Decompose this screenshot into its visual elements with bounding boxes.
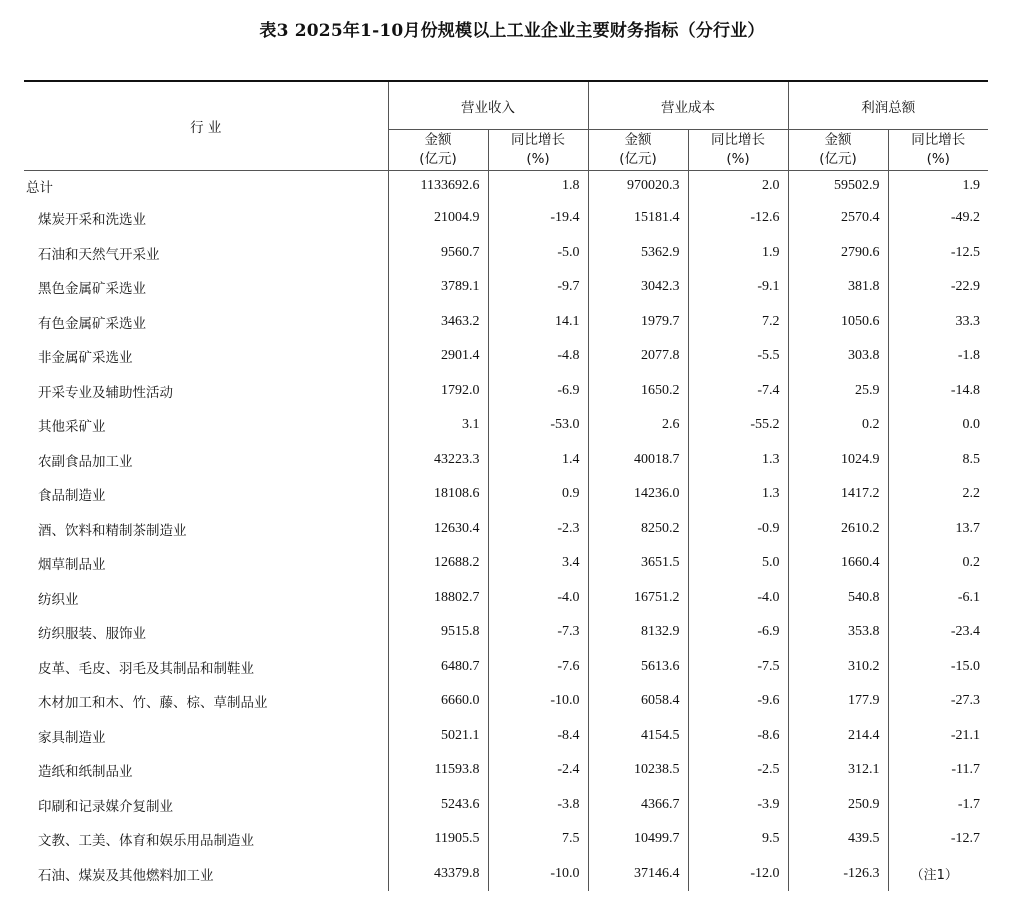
revenue-growth-cell: 7.5 xyxy=(488,822,588,857)
revenue-growth-cell: -5.0 xyxy=(488,236,588,271)
industry-name: 开采专业及辅助性活动 xyxy=(38,384,173,401)
amount-header xyxy=(788,130,888,171)
profit-growth-cell: -1.8 xyxy=(888,339,988,374)
cost-amount-cell: 10238.5 xyxy=(588,753,688,788)
revenue-growth-cell: -6.9 xyxy=(488,374,588,409)
profit-amount-cell: 540.8 xyxy=(788,581,888,616)
table-row xyxy=(24,753,988,788)
cost-amount-cell: 4366.7 xyxy=(588,788,688,823)
table-row xyxy=(24,650,988,685)
cost-growth-cell: 1.3 xyxy=(688,477,788,512)
revenue-amount-cell: 21004.9 xyxy=(388,201,488,236)
revenue-growth-cell: -3.8 xyxy=(488,788,588,823)
profit-header: 利润总额 xyxy=(788,81,988,130)
industry-name: 纺织服装、服饰业 xyxy=(38,626,146,643)
cost-amount-cell: 1650.2 xyxy=(588,374,688,409)
revenue-growth-cell: -53.0 xyxy=(488,408,588,443)
industry-header: 行 业 xyxy=(24,81,388,171)
industry-name: 非金属矿采选业 xyxy=(38,350,133,367)
industry-name: 酒、饮料和精制茶制造业 xyxy=(38,522,187,539)
table-row xyxy=(24,408,988,443)
revenue-amount-cell: 12688.2 xyxy=(388,546,488,581)
table-row xyxy=(24,236,988,271)
table-row xyxy=(24,684,988,719)
cost-amount-cell: 40018.7 xyxy=(588,443,688,478)
industry-name: 总计 xyxy=(26,180,53,196)
cost-amount-cell: 970020.3 xyxy=(588,171,688,202)
profit-amount-cell: 1050.6 xyxy=(788,305,888,340)
industry-name: 农副食品加工业 xyxy=(38,453,133,470)
profit-growth-cell: （注1） xyxy=(888,857,988,892)
profit-amount-cell: 177.9 xyxy=(788,684,888,719)
revenue-amount-cell: 43379.8 xyxy=(388,857,488,892)
revenue-growth-cell: 1.4 xyxy=(488,443,588,478)
profit-growth-cell: -14.8 xyxy=(888,374,988,409)
table-row xyxy=(24,201,988,236)
cost-growth-cell: 2.0 xyxy=(688,171,788,202)
revenue-amount-cell: 9560.7 xyxy=(388,236,488,271)
table-row xyxy=(24,581,988,616)
revenue-amount-cell: 9515.8 xyxy=(388,615,488,650)
revenue-growth-cell: -7.6 xyxy=(488,650,588,685)
table-row xyxy=(24,512,988,547)
industry-name: 纺织业 xyxy=(38,591,79,608)
profit-amount-cell: -126.3 xyxy=(788,857,888,892)
profit-growth-cell: 8.5 xyxy=(888,443,988,478)
cost-growth-cell: -6.9 xyxy=(688,615,788,650)
profit-amount-cell: 310.2 xyxy=(788,650,888,685)
profit-amount-cell: 250.9 xyxy=(788,788,888,823)
table-row xyxy=(24,270,988,305)
profit-amount-cell: 1417.2 xyxy=(788,477,888,512)
profit-amount-cell: 353.8 xyxy=(788,615,888,650)
revenue-amount-cell: 5021.1 xyxy=(388,719,488,754)
table-row xyxy=(24,857,988,892)
cost-growth-cell: -2.5 xyxy=(688,753,788,788)
cost-growth-cell: -7.5 xyxy=(688,650,788,685)
revenue-amount-cell: 3463.2 xyxy=(388,305,488,340)
industry-name: 有色金属矿采选业 xyxy=(38,315,146,332)
cost-growth-cell: -9.6 xyxy=(688,684,788,719)
industry-name: 文教、工美、体育和娱乐用品制造业 xyxy=(38,833,254,850)
profit-amount-cell: 303.8 xyxy=(788,339,888,374)
cost-growth-cell: 9.5 xyxy=(688,822,788,857)
revenue-amount-cell: 18802.7 xyxy=(388,581,488,616)
revenue-amount-cell: 12630.4 xyxy=(388,512,488,547)
revenue-amount-cell: 6660.0 xyxy=(388,684,488,719)
profit-growth-cell: -11.7 xyxy=(888,753,988,788)
profit-growth-cell: 33.3 xyxy=(888,305,988,340)
cost-amount-cell: 8250.2 xyxy=(588,512,688,547)
profit-growth-cell: -27.3 xyxy=(888,684,988,719)
profit-growth-cell: 1.9 xyxy=(888,171,988,202)
cost-growth-cell: -0.9 xyxy=(688,512,788,547)
cost-header: 营业成本 xyxy=(588,81,788,130)
revenue-growth-cell: -7.3 xyxy=(488,615,588,650)
amount-header-unit: (亿元) xyxy=(819,151,857,167)
growth-header xyxy=(688,130,788,171)
industry-name: 石油和天然气开采业 xyxy=(38,246,160,263)
revenue-growth-cell: 1.8 xyxy=(488,171,588,202)
amount-header xyxy=(588,130,688,171)
table-row xyxy=(24,339,988,374)
profit-amount-cell: 312.1 xyxy=(788,753,888,788)
revenue-amount-cell: 43223.3 xyxy=(388,443,488,478)
profit-amount-cell: 2790.6 xyxy=(788,236,888,271)
revenue-growth-cell: -10.0 xyxy=(488,857,588,892)
table-row xyxy=(24,788,988,823)
revenue-growth-cell: -2.4 xyxy=(488,753,588,788)
growth-header-label: 同比增长 xyxy=(911,132,966,148)
profit-amount-cell: 214.4 xyxy=(788,719,888,754)
revenue-amount-cell: 3.1 xyxy=(388,408,488,443)
revenue-amount-cell: 1792.0 xyxy=(388,374,488,409)
revenue-header: 营业收入 xyxy=(388,81,588,130)
cost-growth-cell: -12.6 xyxy=(688,201,788,236)
amount-header-label: 金额 xyxy=(624,132,652,148)
profit-growth-cell: 2.2 xyxy=(888,477,988,512)
cost-amount-cell: 5613.6 xyxy=(588,650,688,685)
industry-name: 烟草制品业 xyxy=(38,557,106,574)
financial-indicators-table xyxy=(24,80,988,891)
profit-amount-cell: 25.9 xyxy=(788,374,888,409)
cost-amount-cell: 2.6 xyxy=(588,408,688,443)
cost-amount-cell: 4154.5 xyxy=(588,719,688,754)
cost-amount-cell: 14236.0 xyxy=(588,477,688,512)
profit-amount-cell: 59502.9 xyxy=(788,171,888,202)
industry-name: 造纸和纸制品业 xyxy=(38,764,133,781)
revenue-amount-cell: 6480.7 xyxy=(388,650,488,685)
industry-name: 家具制造业 xyxy=(38,729,106,746)
profit-growth-cell: -23.4 xyxy=(888,615,988,650)
industry-name: 石油、煤炭及其他燃料加工业 xyxy=(38,867,214,884)
profit-growth-cell: -1.7 xyxy=(888,788,988,823)
cost-growth-cell: -4.0 xyxy=(688,581,788,616)
amount-header-label: 金额 xyxy=(424,132,452,148)
cost-growth-cell: -55.2 xyxy=(688,408,788,443)
amount-header xyxy=(388,130,488,171)
growth-header-label: 同比增长 xyxy=(711,132,765,148)
industry-name: 皮革、毛皮、羽毛及其制品和制鞋业 xyxy=(38,660,254,677)
profit-amount-cell: 2570.4 xyxy=(788,201,888,236)
profit-growth-cell: -49.2 xyxy=(888,201,988,236)
profit-amount-cell: 1660.4 xyxy=(788,546,888,581)
profit-growth-cell: -6.1 xyxy=(888,581,988,616)
revenue-growth-cell: -4.8 xyxy=(488,339,588,374)
profit-growth-cell: -15.0 xyxy=(888,650,988,685)
table-row xyxy=(24,546,988,581)
cost-amount-cell: 1979.7 xyxy=(588,305,688,340)
revenue-growth-cell: -4.0 xyxy=(488,581,588,616)
revenue-growth-cell: -9.7 xyxy=(488,270,588,305)
amount-header-label: 金额 xyxy=(824,132,852,148)
cost-amount-cell: 3042.3 xyxy=(588,270,688,305)
table-row xyxy=(24,615,988,650)
cost-growth-cell: -5.5 xyxy=(688,339,788,374)
industry-name: 煤炭开采和洗选业 xyxy=(38,212,146,229)
profit-growth-cell: -12.5 xyxy=(888,236,988,271)
cost-amount-cell: 8132.9 xyxy=(588,615,688,650)
cost-amount-cell: 37146.4 xyxy=(588,857,688,892)
growth-header-label: 同比增长 xyxy=(511,132,565,148)
profit-amount-cell: 1024.9 xyxy=(788,443,888,478)
industry-name: 木材加工和木、竹、藤、棕、草制品业 xyxy=(38,695,268,712)
cost-growth-cell: 1.3 xyxy=(688,443,788,478)
revenue-growth-cell: -2.3 xyxy=(488,512,588,547)
table-row xyxy=(24,477,988,512)
growth-header xyxy=(488,130,588,171)
growth-header-unit: (%) xyxy=(926,151,950,167)
revenue-growth-cell: 3.4 xyxy=(488,546,588,581)
table-row xyxy=(24,822,988,857)
table-row xyxy=(24,305,988,340)
revenue-growth-cell: 14.1 xyxy=(488,305,588,340)
amount-header-unit: (亿元) xyxy=(419,151,457,167)
revenue-amount-cell: 3789.1 xyxy=(388,270,488,305)
amount-header-unit: (亿元) xyxy=(619,151,657,167)
cost-growth-cell: 5.0 xyxy=(688,546,788,581)
revenue-amount-cell: 5243.6 xyxy=(388,788,488,823)
cost-growth-cell: -8.6 xyxy=(688,719,788,754)
profit-growth-cell: 0.2 xyxy=(888,546,988,581)
table-row xyxy=(24,719,988,754)
cost-growth-cell: -7.4 xyxy=(688,374,788,409)
profit-growth-cell: 0.0 xyxy=(888,408,988,443)
industry-name: 食品制造业 xyxy=(38,488,106,505)
profit-amount-cell: 381.8 xyxy=(788,270,888,305)
growth-header-unit: (%) xyxy=(526,151,550,167)
cost-growth-cell: -12.0 xyxy=(688,857,788,892)
cost-growth-cell: 1.9 xyxy=(688,236,788,271)
revenue-growth-cell: -10.0 xyxy=(488,684,588,719)
revenue-amount-cell: 11593.8 xyxy=(388,753,488,788)
cost-amount-cell: 16751.2 xyxy=(588,581,688,616)
revenue-amount-cell: 1133692.6 xyxy=(388,171,488,202)
cost-amount-cell: 6058.4 xyxy=(588,684,688,719)
revenue-growth-cell: -19.4 xyxy=(488,201,588,236)
table-row xyxy=(24,443,988,478)
growth-header xyxy=(888,130,988,171)
revenue-amount-cell: 18108.6 xyxy=(388,477,488,512)
cost-amount-cell: 15181.4 xyxy=(588,201,688,236)
revenue-growth-cell: 0.9 xyxy=(488,477,588,512)
total-row xyxy=(24,171,988,202)
profit-growth-cell: -12.7 xyxy=(888,822,988,857)
profit-amount-cell: 0.2 xyxy=(788,408,888,443)
profit-growth-cell: 13.7 xyxy=(888,512,988,547)
cost-amount-cell: 10499.7 xyxy=(588,822,688,857)
profit-growth-cell: -22.9 xyxy=(888,270,988,305)
cost-amount-cell: 5362.9 xyxy=(588,236,688,271)
profit-growth-cell: -21.1 xyxy=(888,719,988,754)
cost-growth-cell: 7.2 xyxy=(688,305,788,340)
industry-name: 黑色金属矿采选业 xyxy=(38,281,146,298)
table-title: 表3 2025年1-10月份规模以上工业企业主要财务指标（分行业） xyxy=(259,21,765,41)
profit-amount-cell: 439.5 xyxy=(788,822,888,857)
revenue-growth-cell: -8.4 xyxy=(488,719,588,754)
growth-header-unit: (%) xyxy=(726,151,750,167)
cost-amount-cell: 2077.8 xyxy=(588,339,688,374)
table-row xyxy=(24,374,988,409)
revenue-amount-cell: 2901.4 xyxy=(388,339,488,374)
cost-amount-cell: 3651.5 xyxy=(588,546,688,581)
cost-growth-cell: -9.1 xyxy=(688,270,788,305)
industry-name: 印刷和记录媒介复制业 xyxy=(38,798,173,815)
profit-amount-cell: 2610.2 xyxy=(788,512,888,547)
cost-growth-cell: -3.9 xyxy=(688,788,788,823)
revenue-amount-cell: 11905.5 xyxy=(388,822,488,857)
industry-name: 其他采矿业 xyxy=(38,419,106,436)
